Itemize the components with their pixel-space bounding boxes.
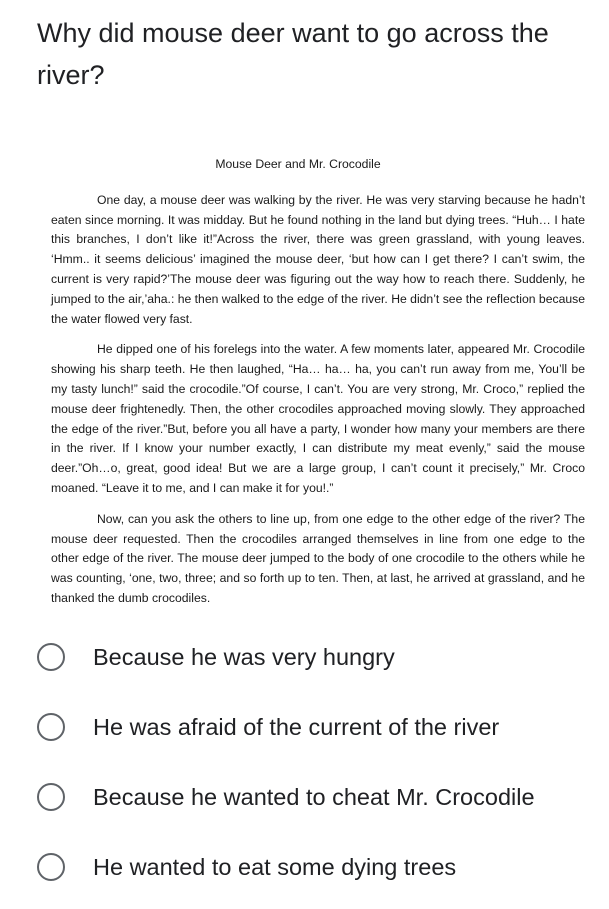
answer-options (37, 622, 597, 902)
answer-option-4[interactable] (37, 832, 597, 902)
passage-paragraph: Now, can you ask the others to line up, from one edge to the other edge of the river? The mouse deer requested. Then the crocodiles arranged themselves in line from one edge to the other edge of the river. The mouse deer jumped to the body of one crocodile to the others while he was counting, ‘one, two, three; and so forth up to ten. Then, at last, he arrived at grassland, and he thanked the dumb crocodiles. (51, 511, 585, 605)
passage-title: Mouse Deer and Mr. Crocodile (215, 157, 381, 171)
radio-button[interactable] (37, 783, 65, 811)
passage-paragraph: He dipped one of his forelegs into the water. A few moments later, appeared Mr. Crocodile showing his sharp teeth. He then laughed, “Ha… ha… ha, you can’t run away from me, You’ll be my tasty lunch!” said the crocodile.”Of course, I can’t. You are very strong, Mr. Croco,” replied the mouse deer frightenedly. Then, the other crocodiles approached moving slowly. They approached the edge of the river.”But, before you all have a party, I wonder how many your members are there in the river. If I know your number exactly, I can distribute my meat evenly,” said the mouse deer.”Oh…o, great, good idea! But we are a large group, I can’t count it precisely,” Mr. Croco moaned. “Leave it to me, and I can make it for you!.” (51, 342, 585, 495)
answer-option-1[interactable] (37, 622, 597, 692)
passage (51, 155, 585, 620)
option-label[interactable]: Because he was very hungry (93, 643, 395, 670)
answer-option-3[interactable] (37, 762, 597, 832)
option-label[interactable]: Because he wanted to cheat Mr. Crocodile (93, 783, 535, 810)
radio-button[interactable] (37, 643, 65, 671)
radio-button[interactable] (37, 713, 65, 741)
answer-option-2[interactable] (37, 692, 597, 762)
radio-button[interactable] (37, 853, 65, 881)
passage-paragraph: One day, a mouse deer was walking by the river. He was very starving because he hadn’t eaten since morning. It was midday. But he found nothing in the land but dying trees. “Huh… I hate this branches, I don’t like it!”Across the river, there was green grassland, with young leaves. ‘Hmm.. it seems delicious’ imagined the mouse deer, ‘but how can I get there? I can’t swim, the current is very rapid?’The mouse deer was figuring out the way how to reach there. Suddenly, he jumped to the air,’aha.: he then walked to the edge of the river. He didn’t see the reflection because the water flowed very fast. (51, 192, 585, 326)
option-label[interactable]: He wanted to eat some dying trees (93, 853, 457, 880)
option-label[interactable]: He was afraid of the current of the river (93, 713, 500, 740)
question-title: Why did mouse deer want to go across the river? (37, 18, 549, 90)
